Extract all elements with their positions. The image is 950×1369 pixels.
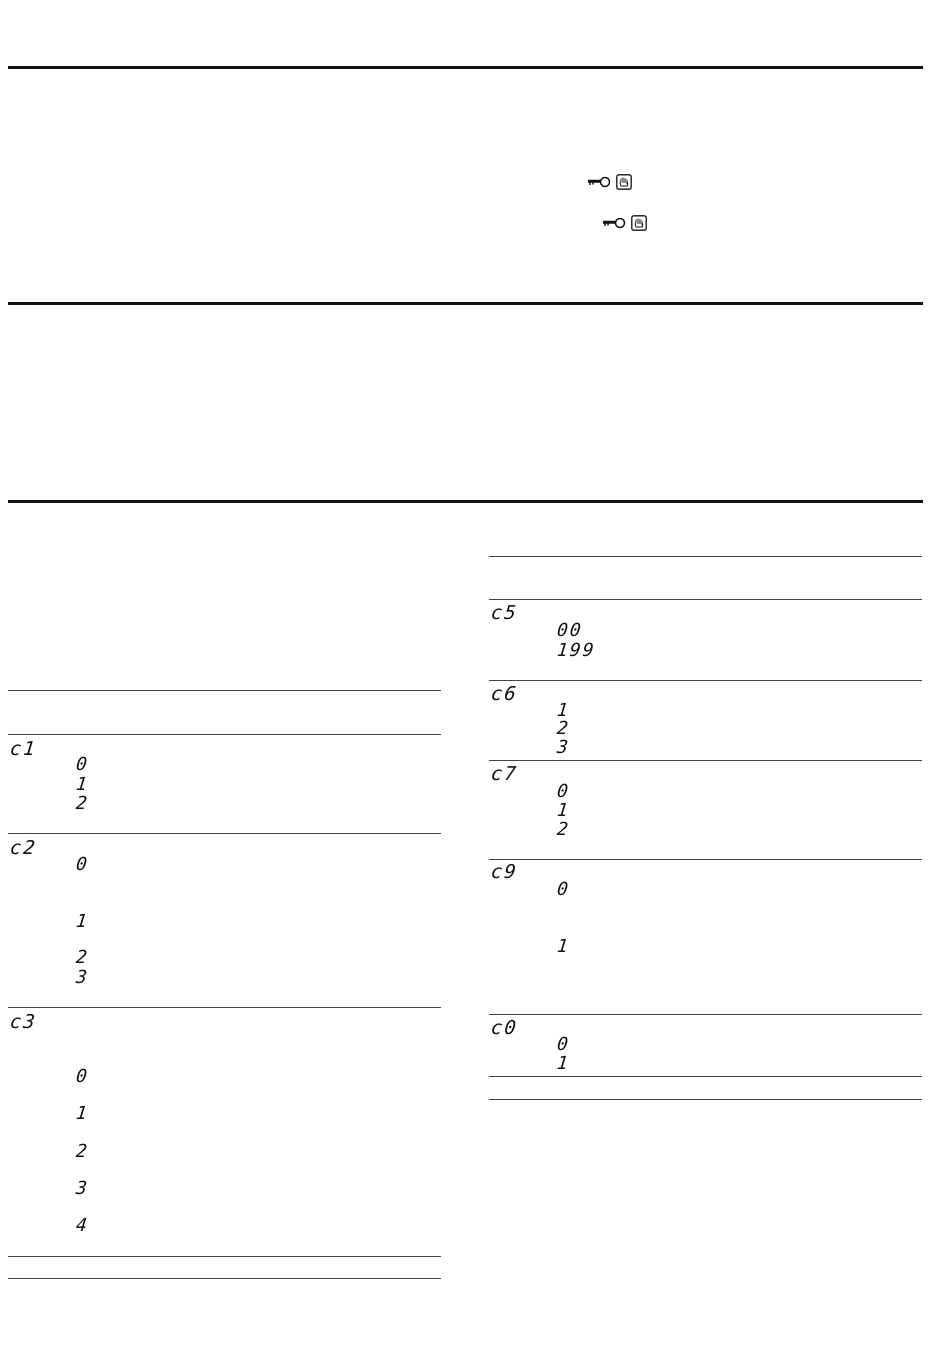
section-rule-top [8,66,923,69]
setting-value: 1 [555,1053,571,1074]
setting-value: 1 [74,1103,90,1124]
setting-value: 0 [555,781,571,802]
setting-value: 199 [555,640,597,661]
setting-code-c7: c7 [489,763,520,785]
right-table-bottom-rule [489,1076,922,1077]
row-divider [489,760,922,761]
setting-value: 2 [74,793,90,814]
right-table-header-rule [489,599,922,600]
child-lock-symbol-1 [586,173,632,191]
left-table-end-rule [8,1278,441,1279]
setting-code-c1: c1 [8,738,39,760]
section-rule-settings [8,500,923,503]
setting-value: 1 [74,774,90,795]
setting-code-c5: c5 [489,602,520,624]
setting-value: 1 [555,936,571,957]
setting-code-c0: c0 [489,1017,520,1039]
setting-value: 0 [74,854,90,875]
setting-code-c9: c9 [489,861,520,883]
row-divider [8,1007,441,1008]
setting-value: 2 [555,718,571,739]
key-icon [586,176,612,188]
touch-lock-icon [616,174,632,190]
setting-value: 0 [74,1066,90,1087]
left-table-bottom-rule [8,1256,441,1257]
right-table-top-rule [489,556,922,557]
section-rule-middle [8,302,923,305]
setting-code-c3: c3 [8,1011,39,1033]
row-divider [489,859,922,860]
child-lock-symbol-2 [601,214,647,232]
setting-value: 4 [74,1215,90,1236]
setting-value: 00 [555,620,584,641]
left-table-top-rule [8,690,441,691]
row-divider [8,833,441,834]
key-icon [601,217,627,229]
setting-value: 3 [74,1178,90,1199]
setting-value: 1 [74,911,90,932]
setting-value: 2 [555,819,571,840]
row-divider [489,680,922,681]
setting-code-c2: c2 [8,837,39,859]
setting-value: 2 [74,1141,90,1162]
setting-value: 2 [74,947,90,968]
setting-value: 1 [555,800,571,821]
setting-value: 3 [555,737,571,758]
setting-value: 1 [555,700,571,721]
row-divider [489,1014,922,1015]
touch-lock-icon [631,215,647,231]
setting-value: 0 [555,879,571,900]
right-table-end-rule [489,1099,922,1100]
setting-value: 0 [555,1034,571,1055]
setting-code-c6: c6 [489,683,520,705]
setting-value: 3 [74,967,90,988]
left-table-header-rule [8,734,441,735]
setting-value: 0 [74,754,90,775]
